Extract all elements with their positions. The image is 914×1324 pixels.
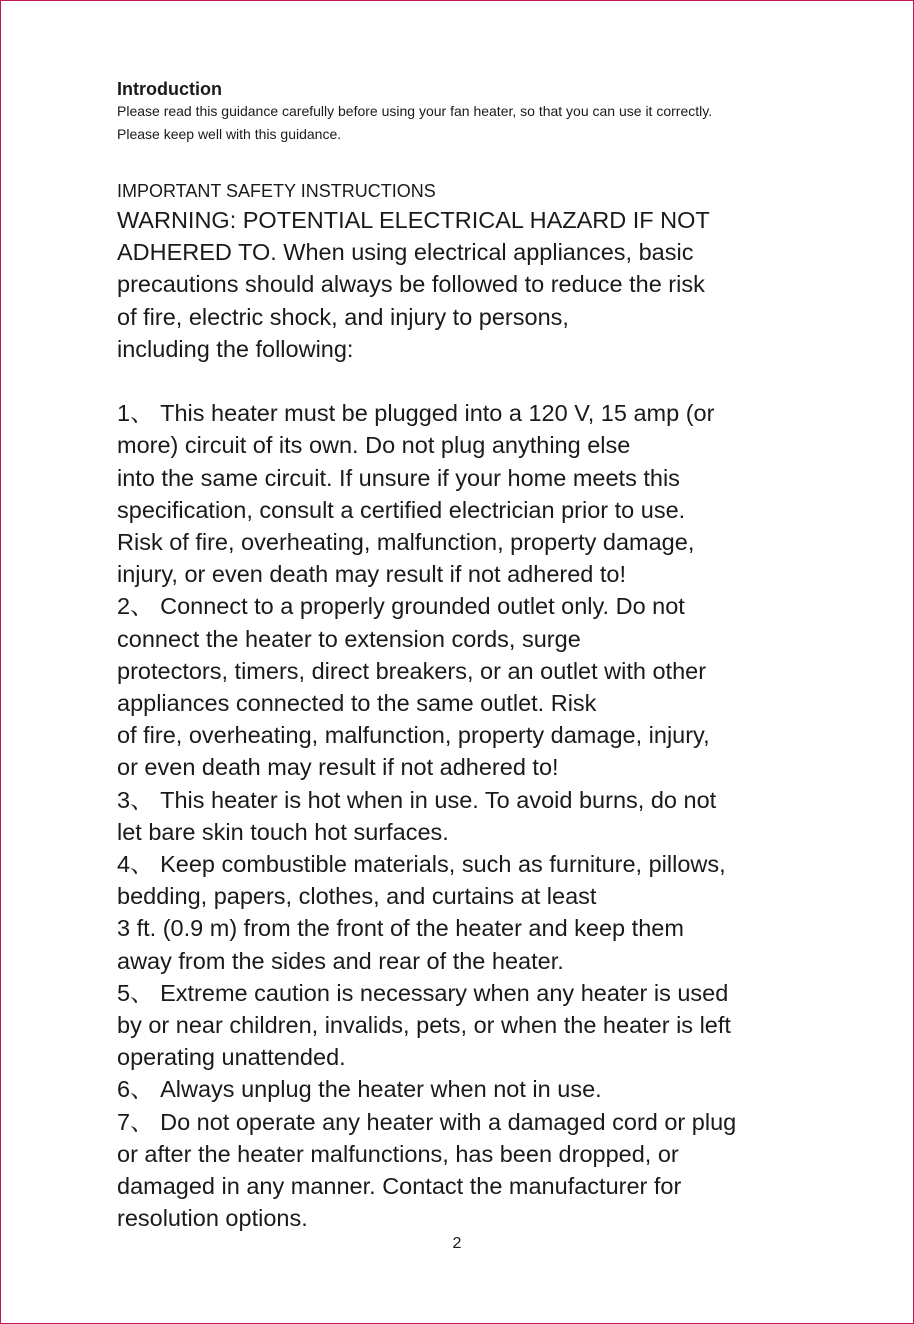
instruction-line: 7、 Do not operate any heater with a damaged cord or plug	[117, 1108, 737, 1135]
instruction-line: 3、 This heater is hot when in use. To avoid burns, do not	[117, 786, 717, 813]
instruction-line: resolution options.	[117, 1205, 308, 1232]
instruction-line: connect the heater to extension cords, surge	[117, 625, 581, 652]
paragraph-gap	[117, 365, 837, 397]
warning-line: precautions should always be followed to reduce the risk	[117, 271, 705, 298]
instruction-line: protectors, timers, direct breakers, or an outlet with other	[117, 657, 707, 684]
warning-line: WARNING: POTENTIAL ELECTRICAL HAZARD IF NOT	[117, 207, 710, 233]
instruction-line: 2、 Connect to a properly grounded outlet only. Do not	[117, 593, 685, 620]
instruction-line: 3 ft. (0.9 m) from the front of the heater and keep them	[117, 915, 684, 942]
instruction-line: specification, consult a certified electrician prior to use.	[117, 496, 686, 523]
instruction-line: 6、 Always unplug the heater when not in use.	[117, 1076, 602, 1103]
instruction-line: more) circuit of its own. Do not plug anything else	[117, 432, 631, 459]
instruction-line: away from the sides and rear of the heater.	[117, 947, 564, 974]
warning-line: including the following:	[117, 335, 354, 362]
instruction-line: 1、 This heater must be plugged into a 120 V, 15 amp (or	[117, 400, 715, 427]
instruction-line: or after the heater malfunctions, has been dropped, or	[117, 1140, 679, 1167]
introduction-line: Please read this guidance carefully before using your fan heater, so that you can use it correctly.	[117, 103, 713, 119]
instruction-line: operating unattended.	[117, 1044, 346, 1071]
safety-instructions-heading: IMPORTANT SAFETY INSTRUCTIONS	[117, 181, 436, 201]
page-number: 2	[452, 1235, 462, 1252]
instruction-line: injury, or even death may result if not adhered to!	[117, 561, 627, 588]
instruction-line: of fire, overheating, malfunction, property damage, injury,	[117, 722, 710, 749]
instruction-line: 4、 Keep combustible materials, such as furniture, pillows,	[117, 851, 726, 878]
instruction-line: let bare skin touch hot surfaces.	[117, 818, 449, 845]
introduction-heading: Introduction	[117, 79, 222, 99]
instruction-line: into the same circuit. If unsure if your home meets this	[117, 464, 680, 491]
document-content	[117, 78, 837, 1232]
warning-line: of fire, electric shock, and injury to persons,	[117, 303, 569, 330]
instruction-line: Risk of fire, overheating, malfunction, property damage,	[117, 529, 695, 556]
instruction-line: or even death may result if not adhered to!	[117, 754, 559, 781]
safety-body	[117, 204, 837, 1234]
instruction-line: 5、 Extreme caution is necessary when any heater is used	[117, 979, 729, 1006]
instruction-line: by or near children, invalids, pets, or when the heater is left	[117, 1012, 731, 1039]
instruction-line: bedding, papers, clothes, and curtains at least	[117, 883, 597, 910]
warning-line: ADHERED TO. When using electrical appliances, basic	[117, 239, 694, 266]
instruction-line: appliances connected to the same outlet. Risk	[117, 690, 597, 717]
introduction-line: Please keep well with this guidance.	[117, 126, 342, 142]
instruction-line: damaged in any manner. Contact the manufacturer for	[117, 1173, 682, 1200]
